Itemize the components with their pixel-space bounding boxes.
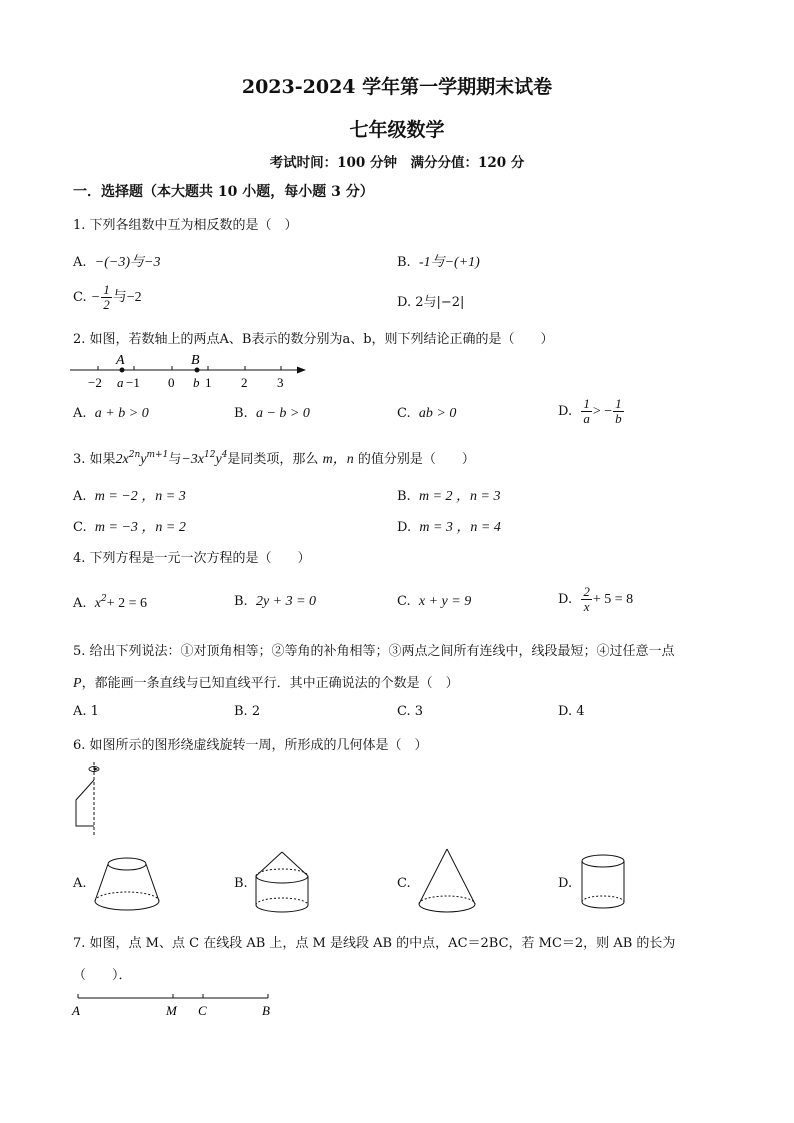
cylinder-shape <box>578 852 628 914</box>
q2-stem: 2. 如图，若数轴上的两点A、B表示的数分别为a、b，则下列结论正确的是（ ） <box>73 332 554 347</box>
q6-stem: 6. 如图所示的图形绕虚线旋转一周，所形成的几何体是（ ） <box>73 738 428 753</box>
q5-option-b: B. 2 <box>234 704 261 719</box>
section-heading: 一．选择题（本大题共 10 小题，每小题 3 分） <box>73 184 374 200</box>
rotation-figure <box>68 760 108 838</box>
q3-option-b: B. m = 2 ，n = 3 <box>397 489 501 504</box>
q1-option-a: A. −(−3)与−3 <box>73 255 161 270</box>
segment-label-a: A <box>72 1003 80 1018</box>
q3-option-a: A. m = −2 ，n = 3 <box>73 489 186 504</box>
q3-option-c: C. m = −3 ，n = 2 <box>73 520 186 535</box>
q3-stem: 3. 如果$2x^{2n}y^{m+1}$与$-3x^{12}y^4$是同类项，那么 m，n 的值分别是（ ） <box>73 450 475 467</box>
q1-stem: 1. 下列各组数中互为相反数的是（ ） <box>73 218 298 233</box>
q5-option-d: D. 4 <box>558 704 585 719</box>
cone-shape <box>416 846 478 918</box>
tick-label: 0 <box>168 375 175 390</box>
q4-option-c: C. x + y = 9 <box>397 594 472 609</box>
q2-option-a: A. a + b > 0 <box>73 406 149 421</box>
tick-label: −2 <box>88 375 102 390</box>
q1-option-d: D. 2与|−2| <box>397 295 465 310</box>
q2-option-b: B. a − b > 0 <box>234 406 310 421</box>
segment-label-c: C <box>198 1003 207 1018</box>
q6-option-b-label: B. <box>234 876 248 891</box>
tick-label: −1 <box>126 375 140 390</box>
exam-title: 2023-2024 学年第一学期期末试卷 <box>241 76 553 98</box>
q5-stem-line1: 5. 给出下列说法：①对顶角相等；②等角的补角相等；③两点之间所有连线中，线段最短；④过任意一点 <box>73 644 675 659</box>
segment-figure <box>68 990 283 1022</box>
frustum-shape <box>92 853 162 915</box>
tick-label: 1 <box>205 375 212 390</box>
exam-info: 考试时间：100 分钟 满分分值：120 分 <box>269 155 525 171</box>
q6-option-d-label: D. <box>558 876 573 891</box>
q4-option-b: B. 2y + 3 = 0 <box>234 594 317 609</box>
tick-label: a <box>117 375 124 390</box>
q3-option-d: D. m = 3 ，n = 4 <box>397 520 501 535</box>
q2-option-c: C. ab > 0 <box>397 406 457 421</box>
q1-option-c: C. − $\frac{1}{2}$ 与−2 <box>73 282 142 312</box>
q4-stem: 4. 下列方程是一元一次方程的是（ ） <box>73 551 311 566</box>
tick-label: b <box>193 375 200 390</box>
q6-option-c-label: C. <box>397 876 411 891</box>
q5-stem-line2: P，都能画一条直线与已知直线平行．其中正确说法的个数是（ ） <box>73 676 459 691</box>
q7-stem-line1: 7. 如图，点 M、点 C 在线段 AB 上，点 M 是线段 AB 的中点，AC＝2BC，若 MC＝2，则 AB 的长为 <box>73 936 676 951</box>
q5-option-c: C. 3 <box>397 704 424 719</box>
number-line-figure <box>68 350 313 392</box>
q2-option-d: D. $\frac{1}{a}$ > − $\frac{1}{b}$ <box>558 396 622 426</box>
point-a-label: A <box>116 353 125 368</box>
q5-option-a: A. 1 <box>73 704 99 719</box>
q6-option-a-label: A. <box>73 876 87 891</box>
q1-option-b: B. -1与−(+1) <box>397 255 480 270</box>
segment-label-b: B <box>262 1003 270 1018</box>
q4-option-a: A. $x^2+ 2 = 6$ <box>73 594 148 611</box>
q4-option-d: D. $\frac{2}{x}$ + 5 = 8 <box>558 584 634 614</box>
point-b-label: B <box>191 353 200 368</box>
segment-label-m: M <box>166 1003 177 1018</box>
exam-subtitle: 七年级数学 <box>349 119 445 141</box>
q7-stem-line2: （ ）． <box>73 968 132 983</box>
tick-label: 3 <box>277 375 284 390</box>
cone-on-cylinder-shape <box>252 849 312 917</box>
tick-label: 2 <box>241 375 248 390</box>
